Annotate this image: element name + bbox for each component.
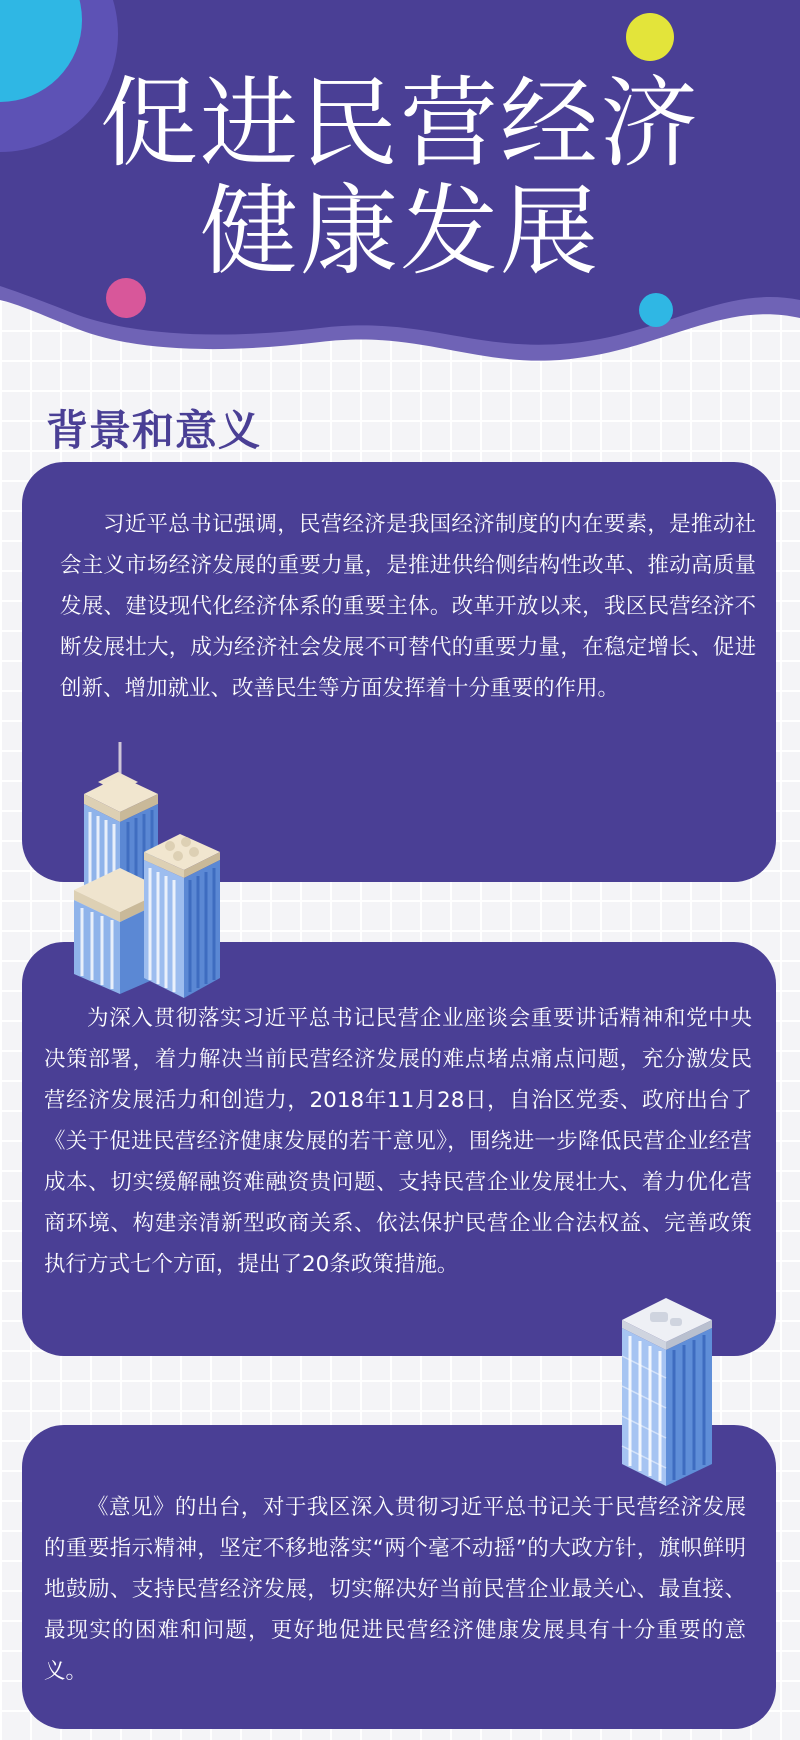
blue-dot-decoration: [639, 293, 673, 327]
office-buildings-icon: [70, 742, 240, 1004]
tower-building-icon: [620, 1296, 716, 1488]
header-banner: [0, 0, 800, 380]
title-line-2: 健康发展: [199, 175, 600, 289]
card-3-text: 《意见》的出台，对于我区深入贯彻习近平总书记关于民营经济发展的重要指示精神，坚定不移地落实“两个毫不动摇”的大政方针，旗帜鲜明地鼓励、支持民营经济发展，切实解决好当前民营企业最关心、最直接、最现实的困难和问题，更好地促进民营经济健康发展具有十分重要的意义。: [44, 1495, 746, 1684]
card-2-text: 为深入贯彻落实习近平总书记民营企业座谈会重要讲话精神和党中央决策部署，着力解决当前民营经济发展的难点堵点痛点问题，充分激发民营经济发展活力和创造力，2018年11月28日，自治区党委、政府出台了《关于促进民营经济健康发展的若干意见》，围绕进一步降低民营企业经营成本、切实缓解融资难融资贵问题、支持民营企业发展壮大、着力优化营商环境、构建亲清新型政商关系、依法保护民营企业合法权益、完善政策执行方式七个方面，提出了20条政策措施。: [44, 1006, 752, 1277]
section-heading: 背景和意义: [46, 406, 262, 455]
title-line-1: 促进民营经济: [99, 67, 700, 181]
yellow-dot-decoration: [626, 13, 674, 61]
card-1-text: 习近平总书记强调，民营经济是我国经济制度的内在要素，是推动社会主义市场经济发展的重要力量，是推进供给侧结构性改革、推动高质量发展、建设现代化经济体系的重要主体。改革开放以来，我区民营经济不断发展壮大，成为经济社会发展不可替代的重要力量，在稳定增长、促进创新、增加就业、改善民生等方面发挥着十分重要的作用。: [60, 512, 756, 701]
page-title: [0, 67, 800, 289]
background-card-2: [22, 942, 776, 1356]
